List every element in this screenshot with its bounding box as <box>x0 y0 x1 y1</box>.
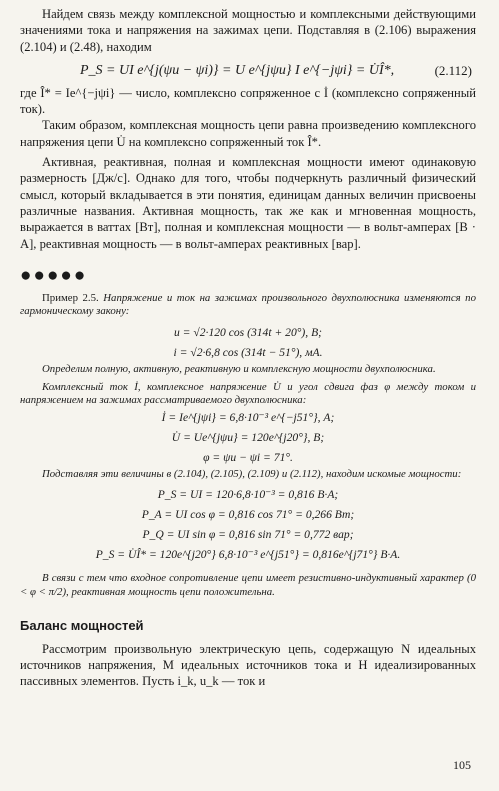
example-substitution: Подставляя эти величины в (2.104), (2.105), (2.109) и (2.112), находим искомые мощности: <box>42 467 462 480</box>
equation-active-power: P_A = UI cos φ = 0,816 cos 71° = 0,266 Вт; <box>141 508 355 522</box>
paragraph-intro: Найдем связь между комплексной мощностью и комплексными действующими значениями тока и напряжения на зажимах цепи. Подставляя в (2.106) выражения (2.104) и (2.48), находим <box>20 7 476 54</box>
equation-reactive-power: P_Q = UI sin φ = 0,816 sin 71° = 0,772 вар; <box>142 528 354 542</box>
example-statement: Напряжение и ток на зажимах произвольного двухполюсника изменяются по гармоническому закону: <box>20 291 476 318</box>
page-number: 105 <box>453 758 471 772</box>
equation-voltage: u = √2·120 cos (314t + 20°), В; <box>173 326 323 340</box>
page-content <box>20 6 476 690</box>
example-label: Пример 2.5. <box>42 291 99 304</box>
equation-formula: P_S = UI e^{j(ψu − ψi)} = U e^{jψu} I e^{−jψi} = U̇Î*, <box>80 62 395 78</box>
equation-phase-angle: φ = ψu − ψi = 71°. <box>203 450 293 464</box>
paragraph-conjugate-definition: где Î* = Ie^{−jψi} — число, комплексно сопряженное с İ (комплексно сопряженный ток). <box>20 85 476 117</box>
equation-number: (2.112) <box>434 62 472 78</box>
equation-apparent-power: P_S = UI = 120·6,8·10⁻³ = 0,816 В·А; <box>157 488 339 502</box>
section-bullets: ●●●●● <box>20 264 88 286</box>
example-solution-intro: Комплексный ток İ, комплексное напряжение U̇ и угол сдвига фаз φ между током и напряжением на зажимах рассматриваемого двухполюсника: <box>20 380 476 407</box>
example-task: Определим полную, активную, реактивную и комплексную мощности двухполюсника. <box>42 363 436 376</box>
example-conclusion: В связи с тем что входное сопротивление цепи имеет резистивно-индуктивный характер (0 < φ < π/2), реактивная мощность цепи положительна. <box>20 572 476 599</box>
paragraph-power-balance: Рассмотрим произвольную электрическую цепь, содержащую N идеальных источников напряжения, M идеальных источников тока и H идеализированных пассивных элементов. Пусть i_k, u_k — ток и <box>20 641 476 689</box>
equation-complex-voltage: U̇ = Ue^{jψu} = 120e^{j20°}, В; <box>171 430 325 444</box>
paragraph-units: Активная, реактивная, полная и комплексная мощности имеют одинаковую размерность [Дж/с]. Однако для того, чтобы подчеркнуть различный физический смысл, который вкладывается в эти понятия, единицам данных величин присвоены различные названия. Активная мощность, так же как и мгновенная мощность, выражается в ваттах [Вт], полная и комплексная мощности — в вольт-амперах [В · А], реактивная мощность — в вольт-амперах реактивных [вар]. <box>20 155 476 251</box>
equation-complex-current: İ = Ie^{jψi} = 6,8·10⁻³ e^{−j51°}, А; <box>161 410 335 424</box>
paragraph-complex-power: Таким образом, комплексная мощность цепи равна произведению комплексного напряжения цепи U̇ на комплексно сопряженный ток Î*. <box>20 118 476 149</box>
section-heading: Баланс мощностей <box>20 617 144 633</box>
equation-current: i = √2·6,8 cos (314t − 51°), мА. <box>173 346 323 360</box>
equation-2-112 <box>20 63 476 79</box>
example-block <box>20 292 476 600</box>
equation-complex-power: P_S = U̇Î* = 120e^{j20°} 6,8·10⁻³ e^{j51°} = 0,816e^{j71°} В·А. <box>95 548 401 562</box>
